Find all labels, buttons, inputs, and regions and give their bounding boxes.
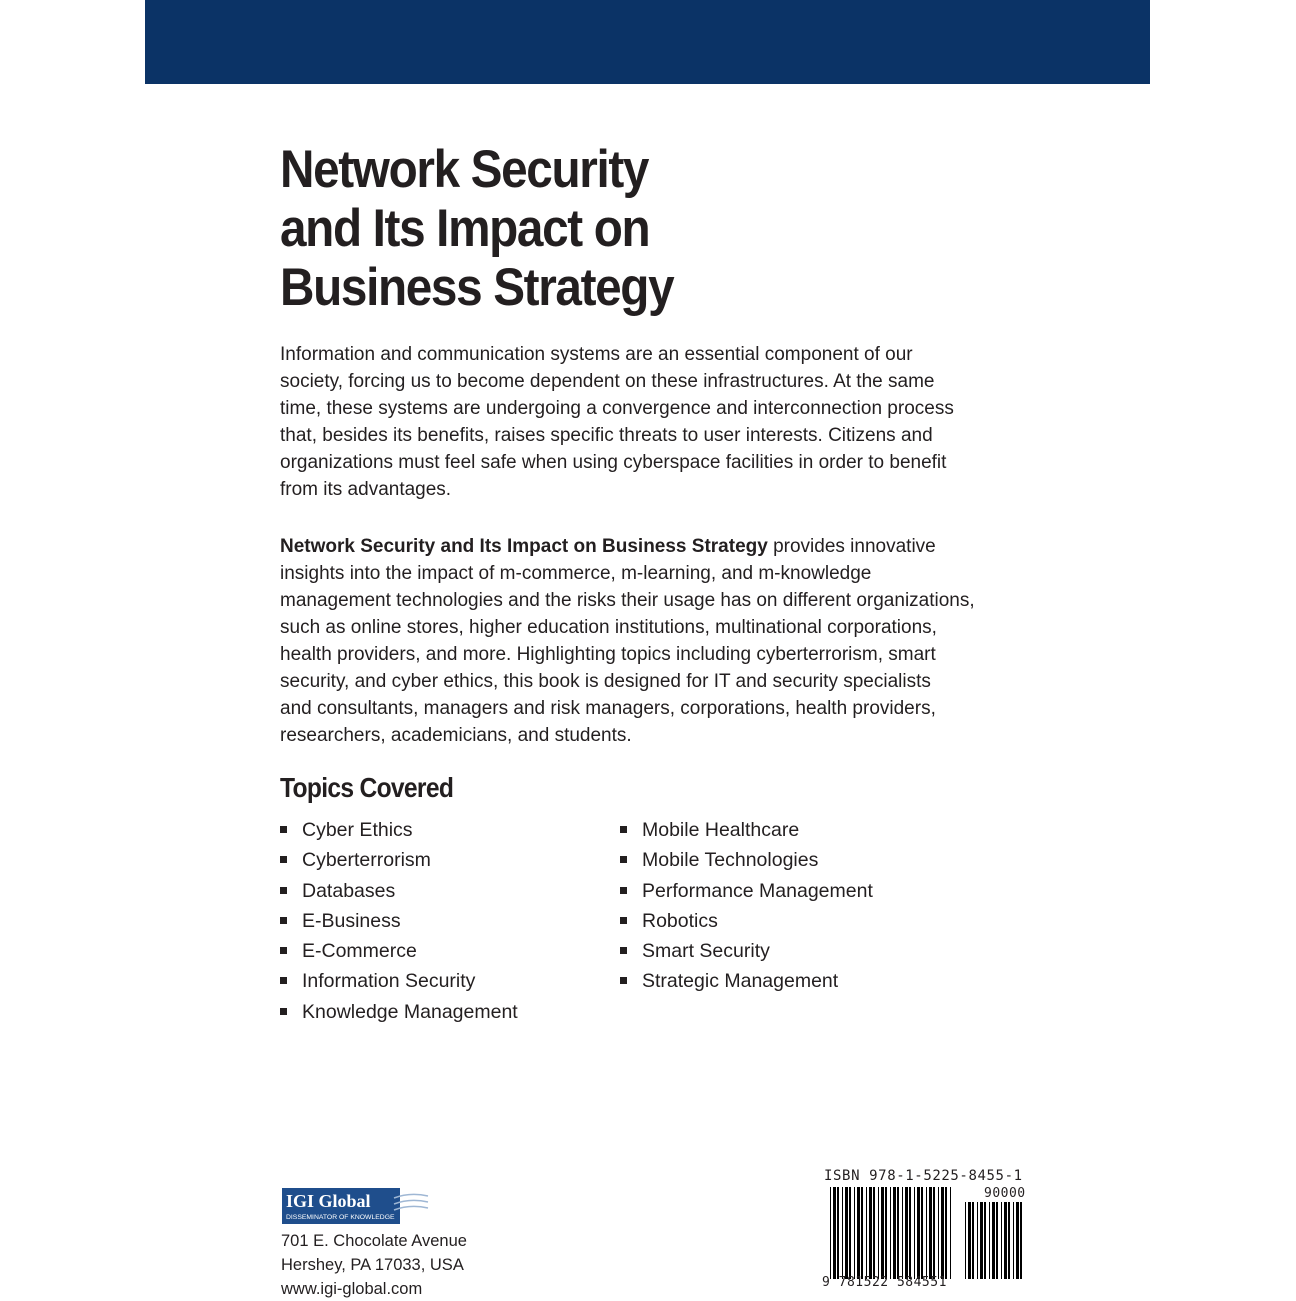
title-line-1: Network Security: [280, 140, 649, 199]
topic-item: [280, 967, 518, 997]
topic-item: [620, 846, 873, 876]
para1-line: Information and communication systems are an essential component of our: [280, 344, 913, 365]
title-line-3: Business Strategy: [280, 258, 674, 317]
para2-line: provides innovative: [767, 536, 936, 557]
topic-label: Robotics: [642, 909, 718, 932]
para1-line: time, these systems are undergoing a convergence and interconnection process: [280, 398, 954, 419]
para1-line: society, forcing us to become dependent on these infrastructures. At the same: [280, 371, 935, 392]
topic-item: [280, 907, 518, 937]
description-paragraph-1: [280, 341, 1040, 503]
topic-label: Databases: [302, 879, 396, 902]
topic-item: [620, 937, 873, 967]
address-line-2: Hershey, PA 17033, USA: [281, 1256, 464, 1274]
topics-list-right: [620, 816, 873, 998]
topic-label: Performance Management: [642, 879, 873, 902]
barcode-bar: [902, 1187, 903, 1279]
topic-item: [280, 998, 518, 1028]
para2-line: such as online stores, higher education institutions, multinational corporations,: [280, 617, 937, 638]
topic-item: [280, 937, 518, 967]
topic-item: [620, 967, 873, 997]
para2-line: security, and cyber ethics, this book is designed for IT and security specialists: [280, 671, 931, 692]
barcode-bar: [830, 1187, 831, 1279]
barcode-bar: [977, 1202, 978, 1279]
barcode-bar: [1020, 1202, 1022, 1279]
barcode-bar: [878, 1187, 879, 1279]
barcode-bar: [873, 1187, 875, 1279]
barcode-bar: [842, 1187, 843, 1279]
para2-line: and consultants, managers and risk managers, corporations, health providers,: [280, 698, 936, 719]
barcode-bar: [837, 1187, 839, 1279]
topics-heading: Topics Covered: [280, 772, 454, 803]
topic-item: [620, 816, 873, 846]
para1-line: that, besides its benefits, raises specific threats to user interests. Citizens and: [280, 425, 933, 446]
bullet-icon: [620, 856, 627, 863]
book-title: [280, 140, 673, 317]
topic-label: Smart Security: [642, 940, 770, 963]
para2-line: researchers, academicians, and students.: [280, 725, 632, 746]
logo-name: IGI Global: [286, 1191, 371, 1211]
barcode-bar: [989, 1202, 990, 1279]
description-paragraph-2: [280, 533, 1040, 749]
isbn-label: ISBN 978-1-5225-8455-1: [824, 1168, 1023, 1184]
address-line-1: 701 E. Chocolate Avenue: [281, 1232, 467, 1250]
topic-label: E-Commerce: [302, 940, 417, 963]
title-line-2: and Its Impact on: [280, 199, 650, 258]
publisher-website: www.igi-global.com: [281, 1280, 423, 1298]
barcode-bar: [914, 1187, 915, 1279]
barcode-bar: [1016, 1202, 1019, 1279]
topic-label: Mobile Technologies: [642, 849, 819, 872]
barcode-bar: [890, 1187, 891, 1279]
barcode-bar: [980, 1202, 983, 1279]
barcode-bar: [905, 1187, 908, 1279]
para2-line: health providers, and more. Highlighting topics including cyberterrorism, smart: [280, 644, 936, 665]
publisher-address: [281, 1229, 467, 1301]
bullet-icon: [280, 977, 287, 984]
barcode-bar: [854, 1187, 855, 1279]
para2-line: insights into the impact of m-commerce, m-learning, and m-knowledge: [280, 563, 872, 584]
para2-first-line: [280, 533, 1040, 560]
bullet-icon: [280, 856, 287, 863]
bullet-icon: [280, 947, 287, 954]
barcode-bar: [968, 1202, 971, 1279]
topic-label: Strategic Management: [642, 970, 839, 993]
barcode-bar: [992, 1202, 995, 1279]
bullet-icon: [620, 826, 627, 833]
bullet-icon: [280, 826, 287, 833]
barcode-bar: [941, 1187, 944, 1279]
barcode-bar: [849, 1187, 851, 1279]
barcode-bar: [885, 1187, 887, 1279]
topic-label: Knowledge Management: [302, 1000, 518, 1023]
barcode-bar: [996, 1202, 998, 1279]
para2-line: management technologies and the risks their usage has on different organizations,: [280, 590, 975, 611]
bullet-icon: [620, 887, 627, 894]
barcode-bar: [833, 1187, 836, 1279]
barcode-bar: [965, 1202, 966, 1279]
logo-tagline: DISSEMINATOR OF KNOWLEDGE: [286, 1214, 395, 1221]
barcode-bar: [861, 1187, 863, 1279]
bullet-icon: [280, 1008, 287, 1015]
bullet-icon: [620, 917, 627, 924]
topic-label: Information Security: [302, 970, 476, 993]
barcode-digits: 9 781522 584551: [822, 1275, 947, 1290]
barcode-bar: [926, 1187, 927, 1279]
top-color-band: [145, 0, 1150, 84]
para1-line: organizations must feel safe when using cyberspace facilities in order to benefit: [280, 452, 947, 473]
topics-list-left: [280, 816, 518, 1028]
barcode-bar: [1008, 1202, 1010, 1279]
para1-line: from its advantages.: [280, 479, 452, 500]
barcode-bar: [857, 1187, 860, 1279]
bullet-icon: [280, 917, 287, 924]
bullet-icon: [280, 887, 287, 894]
barcode-bar: [866, 1187, 867, 1279]
topic-item: [620, 907, 873, 937]
barcode-bar: [917, 1187, 920, 1279]
barcode-bar: [945, 1187, 947, 1279]
barcode-bar: [972, 1202, 974, 1279]
barcode-bar: [933, 1187, 935, 1279]
ean-barcode: [830, 1187, 954, 1279]
para2-bold-title: Network Security and Its Impact on Business Strategy: [280, 536, 768, 557]
barcode-bar: [869, 1187, 872, 1279]
barcode-bar: [984, 1202, 986, 1279]
barcode-bar: [929, 1187, 932, 1279]
barcode-addon-digits: 90000: [984, 1186, 1026, 1201]
barcode-bar: [1001, 1202, 1002, 1279]
barcode-bar: [950, 1187, 951, 1279]
topic-item: [280, 877, 518, 907]
bullet-icon: [620, 977, 627, 984]
barcode-bar: [1004, 1202, 1007, 1279]
topic-item: [280, 816, 518, 846]
barcode-bar: [897, 1187, 899, 1279]
barcode-bar: [845, 1187, 848, 1279]
barcode-bar: [1013, 1202, 1014, 1279]
topic-label: E-Business: [302, 909, 401, 932]
barcode-bar: [893, 1187, 896, 1279]
barcode-bar: [938, 1187, 939, 1279]
topic-label: Mobile Healthcare: [642, 819, 800, 841]
topic-label: Cyber Ethics: [302, 819, 413, 841]
topic-item: [280, 846, 518, 876]
barcode-bar: [909, 1187, 911, 1279]
addon-barcode: [965, 1202, 1025, 1279]
logo-waves: [394, 1194, 428, 1210]
igi-global-logo: [282, 1188, 430, 1224]
topic-label: Cyberterrorism: [302, 849, 431, 872]
topic-item: [620, 877, 873, 907]
barcode-bar: [881, 1187, 884, 1279]
barcode-bar: [921, 1187, 923, 1279]
bullet-icon: [620, 947, 627, 954]
